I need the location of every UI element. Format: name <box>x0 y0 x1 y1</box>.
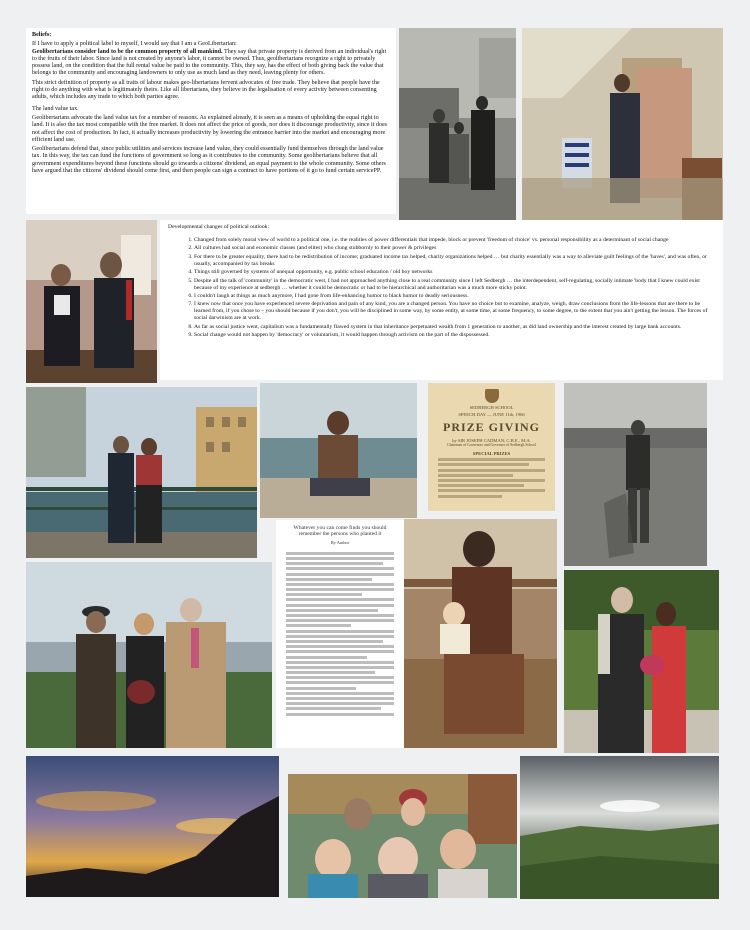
photo-group-of-three <box>26 562 272 748</box>
photo-room-interior <box>522 28 723 224</box>
photo-two-men-indoors <box>26 220 157 383</box>
photo-sunset-city <box>26 756 279 897</box>
program-date: SPEECH DAY — JUNE 11th, 1966 <box>458 412 525 417</box>
development-text-panel <box>160 220 723 380</box>
development-item: 9. Social change would not happen by 'democracy' or voluntarism, it would happen through activism on the part of the dispossessed. <box>194 332 715 339</box>
prize-giving-program <box>428 383 555 511</box>
beliefs-paragraph-3: Geolibertarians advocate the land value tax for a number of reasons. As explained already, it is seen as a means of upholding the equal right to land. It is also the tax most compatible with the free market. It does not affect the price of goods, nor does it discourage productivity, since it does not affect the cost of production. In fact, it actually increases productivity by lowering the entrance barrier into the market and encouraging more efficient land use. <box>32 114 388 143</box>
development-list <box>168 237 715 339</box>
photo-canal-couple <box>26 387 257 558</box>
beliefs-paragraph-4: Geolibertarians defend that, since public utilities and services increase land value, they could essentially fund themselves through the land value tax. In this way, the tax can fund the functions of government so long as it contributes to the community. Some geolibertarians believe that all government expenditures beyond these functions should go towards a citizens' dividend, an equal payment to the whole community. Some others have argued that the citizens' dividend should come first, and then people can sign a contract to have portions of it go to fund certain servicePP. <box>32 146 386 175</box>
development-title: Developmental changes of political outlook: <box>168 224 270 230</box>
photo-valley-landscape <box>520 756 719 899</box>
article-page <box>276 520 404 748</box>
beliefs-key-sentence: Geolibertarians consider land to be the common property of all mankind. <box>32 48 223 55</box>
beliefs-subheading: The land value tax. <box>32 105 79 112</box>
development-item: 2. All cultures had social and economic classes (and elites) who clung stubbornly to their power & privileges <box>194 245 715 252</box>
development-item: 6. I couldn't laugh at things as much anymore, I had gone from life-enhancing humor to black humor to deadly seriousness. <box>194 293 715 300</box>
program-section: SPECIAL PRIZES <box>472 451 511 456</box>
beliefs-text-panel <box>26 28 396 214</box>
photo-wedding-couple <box>564 570 719 753</box>
development-item: 4. Things still governed by systems of unequal opportunity, e.g. public school education / old boy networks <box>194 269 715 276</box>
program-school: SEDBERGH SCHOOL <box>469 405 514 410</box>
program-presenter: by SIR JOSEPH CADMAN, C.B.E., M.A. <box>452 438 531 443</box>
photo-man-with-baby <box>404 519 557 748</box>
beliefs-paragraph-1 <box>32 41 390 77</box>
development-item: 1. Changed from solely moral view of world to a political one, i.e. the realities of power differentials that impede, block or prevent 'freedom of choice' vs. personal responsibility as a determinant of social change <box>194 237 715 244</box>
photo-family-selfie <box>288 774 517 898</box>
beliefs-heading: Beliefs: <box>32 32 52 38</box>
photo-man-on-beach <box>260 383 417 518</box>
program-presenter-role: Chairman of Governors and Governor of Sedbergh School <box>447 443 536 447</box>
development-item: 8. As far as social justice went, capitalism was a fundamentally flawed system in that inheritance perpetuated wealth from 1 generation to another, as did land ownership and the interest created by large bank accounts. <box>194 324 715 331</box>
photo-family-garden <box>399 28 516 224</box>
article-byline: By Author <box>330 540 350 546</box>
beliefs-intro-cont: They say that private property is derived from an individual's right to the fruits of their labor. Since land is not created by anyone's labor, it cannot be owned. Thus, geolibertarians recognize a right to privately possess land, on the condition that the full rental value be paid to the community. This, they say, has the effect of both giving back the value that belongs to the community and encouraging landowners to only use as much land as they need, leaving plenty for others. <box>32 48 387 77</box>
program-title: PRIZE GIVING <box>442 420 540 434</box>
development-item: 3. For there to be greater equality, there had to be redistribution of income; graduated income tax helped, charity organizations helped … but charity essentially was a way to alleviate guilt feelings of the 'haves', and was often, or usually, accompanied by tax breaks <box>194 254 715 268</box>
photo-man-walking <box>564 383 707 566</box>
beliefs-intro: If I have to apply a political label to myself, I would say that I am a GeoLibertarian: <box>32 41 237 48</box>
development-item: 5. Despite all the talk of 'community' in the democratic west, I had not approached anything close to a real community since I left Sedbergh … the interdependent, self-regulating, socially intimate 'body that I knew could exist because of my experience at sedbergh … whether it could be democratic or had to be hierarchical and authoritarian was a much more sticky point. <box>194 278 715 292</box>
article-title: Whatever you can come finds you should remember the persons who planted it <box>293 525 387 537</box>
beliefs-paragraph-2: This strict definition of property as all traits of labour makes geo-libertarians fervent advocates of free trade. They believe that people have the right to do anything with what is legitimately theirs. Like all libertarians, they believe in the legalisation of every activity between consenting adults, which includes any trade to which both parties agree. <box>32 79 380 101</box>
development-item: 7. I knew now that once you have experienced severe deprivation and pain of any kind, you are a changed person. You have no choice but to examine, analyze, weigh, draw conclusions from the life-lessons that are there to be learned from, if you chose to – you should because if you don't, you will be disciplined in some way, by some entity, at some time, at some frequency, to some degree, to the extent that you ain't getting the lesson. The forces of social darwinism are at work. <box>194 301 715 322</box>
crest-icon <box>485 389 499 403</box>
